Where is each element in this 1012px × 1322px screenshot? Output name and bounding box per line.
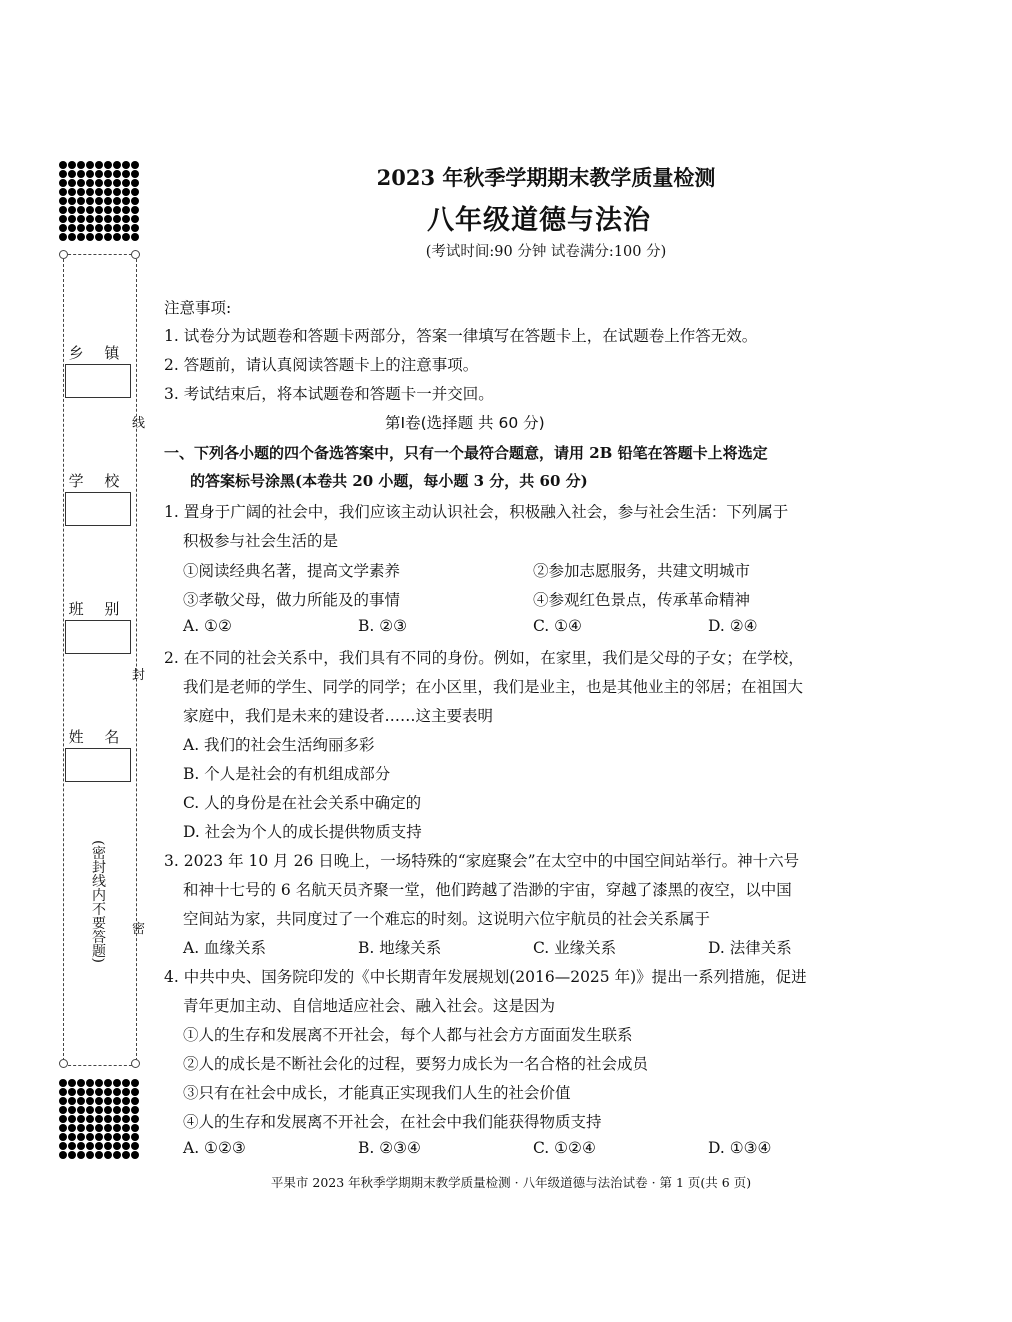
pattern-dot bbox=[86, 1097, 94, 1105]
pattern-dot bbox=[86, 1124, 94, 1132]
pattern-dot bbox=[95, 1097, 103, 1105]
question-4-stem: 青年更加主动、自信地适应社会、融入社会。这是因为 bbox=[183, 997, 556, 1015]
pattern-dot bbox=[113, 1097, 121, 1105]
part1-instruction: 一、下列各小题的四个备选答案中，只有一个最符合题意，请用 2B 铅笔在答题卡上将选定 bbox=[164, 444, 768, 462]
pattern-dot bbox=[77, 1151, 85, 1159]
pattern-dot bbox=[104, 1133, 112, 1141]
notice-item: 2. 答题前，请认真阅读答题卡上的注意事项。 bbox=[164, 356, 479, 374]
pattern-dot bbox=[122, 1088, 130, 1096]
question-4-item: ①人的生存和发展离不开社会，每个人都与社会方方面面发生联系 bbox=[183, 1026, 633, 1044]
pattern-dot bbox=[68, 1115, 76, 1123]
question-4-choice-d[interactable]: D. ①③④ bbox=[708, 1139, 772, 1157]
pattern-dot bbox=[59, 1133, 67, 1141]
question-4-item: ③只有在社会中成长，才能真正实现我们人生的社会价值 bbox=[183, 1084, 571, 1102]
pattern-dot bbox=[113, 1142, 121, 1150]
dot-pattern-bottom bbox=[58, 1078, 140, 1159]
pattern-dot bbox=[95, 1088, 103, 1096]
pattern-dot bbox=[104, 1088, 112, 1096]
field-label-town: 乡 镇 bbox=[68, 344, 128, 362]
question-1-stem: 积极参与社会生活的是 bbox=[183, 532, 339, 550]
question-2-stem: 2. 在不同的社会关系中，我们具有不同的身份。例如，在家里，我们是父母的子女；在学校， bbox=[164, 649, 804, 667]
pattern-dot bbox=[77, 1079, 85, 1087]
exam-title: 2023 年秋季学期期末教学质量检测 bbox=[376, 165, 716, 190]
pattern-dot bbox=[113, 1088, 121, 1096]
question-4-stem: 4. 中共中央、国务院印发的《中长期青年发展规划(2016—2025 年)》提出一系列措施，促进 bbox=[164, 968, 807, 986]
pattern-dot bbox=[59, 1151, 67, 1159]
page-footer: 平果市 2023 年秋季学期期末教学质量检测 · 八年级道德与法治试卷 · 第 1 页(共 6 页) bbox=[270, 1175, 752, 1190]
pattern-dot bbox=[122, 1106, 130, 1114]
question-2-choice-c[interactable]: C. 人的身份是在社会关系中确定的 bbox=[183, 794, 422, 812]
question-1-item: ①阅读经典名著，提高文学素养 bbox=[183, 562, 401, 580]
field-label-class: 班 别 bbox=[68, 600, 128, 618]
pattern-dot bbox=[77, 1133, 85, 1141]
pattern-dot bbox=[77, 1106, 85, 1114]
question-1-choice-b[interactable]: B. ②③ bbox=[358, 617, 408, 635]
pattern-dot bbox=[68, 1133, 76, 1141]
pattern-dot bbox=[122, 1151, 130, 1159]
pattern-dot bbox=[59, 1079, 67, 1087]
question-2-choice-d[interactable]: D. 社会为个人的成长提供物质支持 bbox=[183, 823, 422, 841]
pattern-dot bbox=[95, 1106, 103, 1114]
pattern-dot bbox=[95, 1079, 103, 1087]
pattern-dot bbox=[95, 1133, 103, 1141]
question-1-stem: 1. 置身于广阔的社会中，我们应该主动认识社会，积极融入社会，参与社会生活：下列属于 bbox=[164, 503, 789, 521]
pattern-dot bbox=[122, 1124, 130, 1132]
pattern-dot bbox=[104, 1079, 112, 1087]
pattern-dot bbox=[113, 1079, 121, 1087]
exam-info: (考试时间:90 分钟 试卷满分:100 分) bbox=[425, 244, 667, 260]
pattern-dot bbox=[104, 1151, 112, 1159]
pattern-dot bbox=[113, 1133, 121, 1141]
pattern-dot bbox=[131, 1106, 139, 1114]
pattern-dot bbox=[86, 1088, 94, 1096]
pattern-dot bbox=[86, 1079, 94, 1087]
question-1-item: ②参加志愿服务，共建文明城市 bbox=[533, 562, 751, 580]
question-4-choice-b[interactable]: B. ②③④ bbox=[358, 1139, 421, 1157]
pattern-dot bbox=[68, 1142, 76, 1150]
seal-ring-bottom-left bbox=[59, 1059, 68, 1068]
pattern-dot bbox=[68, 1097, 76, 1105]
pattern-dot bbox=[68, 1151, 76, 1159]
pattern-dot bbox=[59, 1142, 67, 1150]
pattern-dot bbox=[95, 1115, 103, 1123]
pattern-dot bbox=[122, 1115, 130, 1123]
pattern-dot bbox=[95, 1124, 103, 1132]
question-3-choice-d[interactable]: D. 法律关系 bbox=[708, 939, 792, 957]
notice-item: 3. 考试结束后，将本试题卷和答题卡一并交回。 bbox=[164, 385, 494, 403]
pattern-dot bbox=[59, 1124, 67, 1132]
pattern-dot bbox=[113, 1151, 121, 1159]
pattern-dot bbox=[77, 1124, 85, 1132]
question-1-item: ④参观红色景点，传承革命精神 bbox=[533, 591, 751, 609]
part1-title: 第Ⅰ卷(选择题 共 60 分) bbox=[385, 414, 545, 432]
class-field[interactable] bbox=[65, 620, 131, 654]
notice-item: 1. 试卷分为试题卷和答题卡两部分，答案一律填写在答题卡上，在试题卷上作答无效。 bbox=[164, 327, 758, 345]
pattern-dot bbox=[122, 1142, 130, 1150]
pattern-dot bbox=[59, 1115, 67, 1123]
cut-mark-secret: 密 bbox=[132, 922, 146, 937]
question-1-choice-c[interactable]: C. ①④ bbox=[533, 617, 582, 635]
seal-ring-bottom-right bbox=[131, 1059, 140, 1068]
pattern-dot bbox=[86, 1115, 94, 1123]
pattern-dot bbox=[104, 1106, 112, 1114]
school-field[interactable] bbox=[65, 492, 131, 526]
pattern-dot bbox=[68, 1124, 76, 1132]
pattern-dot bbox=[113, 1106, 121, 1114]
pattern-dot bbox=[131, 1151, 139, 1159]
field-label-school: 学 校 bbox=[68, 472, 128, 490]
pattern-dot bbox=[104, 1142, 112, 1150]
pattern-dot bbox=[95, 1142, 103, 1150]
question-4-item: ④人的生存和发展离不开社会，在社会中我们能获得物质支持 bbox=[183, 1113, 602, 1131]
part1-instruction: 的答案标号涂黑(本卷共 20 小题，每小题 3 分，共 60 分) bbox=[190, 472, 588, 490]
question-2-stem: 我们是老师的学生、同学的同学；在小区里，我们是业主，也是其他业主的邻居；在祖国大 bbox=[183, 678, 804, 696]
pattern-dot bbox=[131, 1097, 139, 1105]
question-3-choice-a[interactable]: A. 血缘关系 bbox=[183, 939, 267, 957]
pattern-dot bbox=[86, 1142, 94, 1150]
cut-mark-seal: 封 bbox=[132, 668, 146, 683]
question-4-choice-a[interactable]: A. ①②③ bbox=[183, 1139, 246, 1157]
pattern-dot bbox=[68, 1079, 76, 1087]
question-1-choice-a[interactable]: A. ①② bbox=[183, 617, 232, 635]
town-field[interactable] bbox=[65, 364, 131, 398]
question-3-choice-c[interactable]: C. 业缘关系 bbox=[533, 939, 617, 957]
name-field[interactable] bbox=[65, 748, 131, 782]
pattern-dot bbox=[77, 1142, 85, 1150]
question-4-item: ②人的成长是不断社会化的过程，要努力成长为一名合格的社会成员 bbox=[183, 1055, 649, 1073]
question-3-choice-b[interactable]: B. 地缘关系 bbox=[358, 939, 442, 957]
question-4-choice-c[interactable]: C. ①②④ bbox=[533, 1139, 596, 1157]
pattern-dot bbox=[122, 1079, 130, 1087]
pattern-dot bbox=[104, 1124, 112, 1132]
pattern-dot bbox=[86, 1106, 94, 1114]
pattern-dot bbox=[122, 1097, 130, 1105]
pattern-dot bbox=[86, 1151, 94, 1159]
question-2-choice-b[interactable]: B. 个人是社会的有机组成部分 bbox=[183, 765, 391, 783]
cut-mark-line: 线 bbox=[132, 416, 146, 431]
notice-heading: 注意事项: bbox=[164, 299, 232, 317]
subject-title: 八年级道德与法治 bbox=[427, 205, 651, 236]
question-3-stem: 和神十七号的 6 名航天员齐聚一堂，他们跨越了浩渺的宇宙，穿越了漆黑的夜空，以中国 bbox=[183, 881, 792, 899]
pattern-dot bbox=[131, 1115, 139, 1123]
pattern-dot bbox=[131, 1124, 139, 1132]
pattern-dot bbox=[113, 1115, 121, 1123]
question-2-choice-a[interactable]: A. 我们的社会生活绚丽多彩 bbox=[183, 736, 375, 754]
pattern-dot bbox=[68, 1106, 76, 1114]
question-3-stem: 3. 2023 年 10 月 26 日晚上，一场特殊的“家庭聚会”在太空中的中国空间站举行。神十六号 bbox=[164, 852, 800, 870]
question-2-stem: 家庭中，我们是未来的建设者……这主要表明 bbox=[183, 707, 494, 725]
pattern-dot bbox=[131, 1142, 139, 1150]
pattern-dot bbox=[59, 1088, 67, 1096]
pattern-dot bbox=[59, 1106, 67, 1114]
pattern-dot bbox=[122, 1133, 130, 1141]
pattern-dot bbox=[86, 1133, 94, 1141]
pattern-dot bbox=[68, 1088, 76, 1096]
pattern-dot bbox=[59, 1097, 67, 1105]
pattern-dot bbox=[77, 1115, 85, 1123]
seal-note: (密封线内不要答题) bbox=[90, 840, 106, 963]
pattern-dot bbox=[113, 1124, 121, 1132]
pattern-dot bbox=[77, 1088, 85, 1096]
field-label-name: 姓 名 bbox=[68, 728, 128, 746]
pattern-dot bbox=[104, 1097, 112, 1105]
pattern-dot bbox=[77, 1097, 85, 1105]
pattern-dot bbox=[131, 1133, 139, 1141]
question-3-stem: 空间站为家，共同度过了一个难忘的时刻。这说明六位宇航员的社会关系属于 bbox=[183, 910, 711, 928]
pattern-dot bbox=[131, 1088, 139, 1096]
question-1-choice-d[interactable]: D. ②④ bbox=[708, 617, 758, 635]
question-1-item: ③孝敬父母，做力所能及的事情 bbox=[183, 591, 401, 609]
pattern-dot bbox=[131, 1079, 139, 1087]
pattern-dot bbox=[104, 1115, 112, 1123]
pattern-dot bbox=[95, 1151, 103, 1159]
